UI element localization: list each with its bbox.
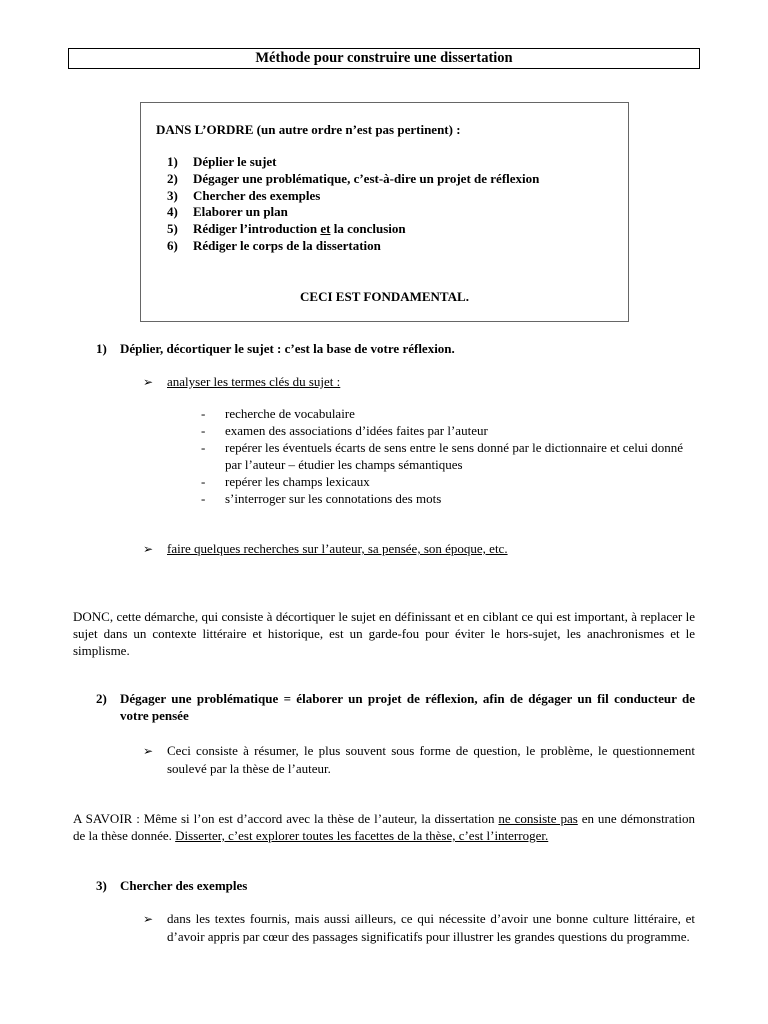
arrow-bullet-icon: ➢ xyxy=(143,375,154,389)
step-item: 1) Déplier le sujet xyxy=(167,154,277,169)
arrow-bullet-icon: ➢ xyxy=(143,542,154,556)
section1-bullet-terms: ➢ analyser les termes clés du sujet : xyxy=(143,374,341,389)
savoir-paragraph: A SAVOIR : Même si l’on est d’accord avec la thèse de l’auteur, la dissertation ne consiste pas en une démonstration de la thèse donnée. Disserter, c’est explorer toutes les facettes de la thèse, c’est l’interroger. xyxy=(73,811,696,843)
arrow-bullet-icon: ➢ xyxy=(143,744,154,758)
fondamental-note: CECI EST FONDAMENTAL. xyxy=(300,289,469,304)
document-title: Méthode pour construire une dissertation xyxy=(68,48,700,69)
step-item: 4) Elaborer un plan xyxy=(167,204,288,220)
step-item: 3) Chercher des exemples xyxy=(167,187,321,203)
section1-bullet-author: ➢ faire quelques recherches sur l’auteur, sa pensée, son époque, etc. xyxy=(143,541,508,556)
order-intro: DANS L’ORDRE (un autre ordre n’est pas pertinent) : xyxy=(156,122,461,137)
section1-dash-list xyxy=(201,405,701,507)
section2-heading: 2) Dégager une problématique = élaborer un projet de réflexion, afin de dégager un fil conducteur de votre pensée xyxy=(96,691,695,723)
steps-list xyxy=(167,153,539,254)
section3-heading: 3) Chercher des exemples xyxy=(96,878,248,893)
list-item: - s’interroger sur les connotations des mots xyxy=(201,491,442,506)
list-item: - repérer les éventuels écarts de sens entre le sens donné par le dictionnaire et celui donné par l’auteur – étudier les champs sémantiques xyxy=(201,440,684,472)
list-item: - repérer les champs lexicaux xyxy=(201,474,370,489)
list-item: - recherche de vocabulaire xyxy=(201,406,355,421)
list-item: - examen des associations d’idées faites par l’auteur xyxy=(201,423,488,438)
donc-paragraph: DONC, cette démarche, qui consiste à décortiquer le sujet en définissant et en ciblant ce qui est important, à replacer le sujet dans un contexte littéraire et historique, est un garde-fou pour éviter le hors-sujet, les anachronismes et le simplisme. xyxy=(73,609,695,658)
step-item: 6) Rédiger le corps de la dissertation xyxy=(167,237,381,253)
arrow-bullet-icon: ➢ xyxy=(143,912,154,926)
step-item: 2) Dégager une problématique, c’est-à-dire un projet de réflexion xyxy=(167,170,540,186)
section3-bullet: ➢ dans les textes fournis, mais aussi ailleurs, ce qui nécessite d’avoir une bonne culture littéraire, et d’avoir appris par cœur des passages significatifs pour illustrer les grandes questions du programme. xyxy=(143,911,695,944)
order-box xyxy=(140,102,629,322)
section2-bullet: ➢ Ceci consiste à résumer, le plus souvent sous forme de question, le problème, le questionnement soulevé par la thèse de l’auteur. xyxy=(143,743,695,776)
step-item: 5) Rédiger l’introduction et la conclusion xyxy=(167,221,406,237)
section1-heading: 1) Déplier, décortiquer le sujet : c’est la base de votre réflexion. xyxy=(96,341,455,356)
